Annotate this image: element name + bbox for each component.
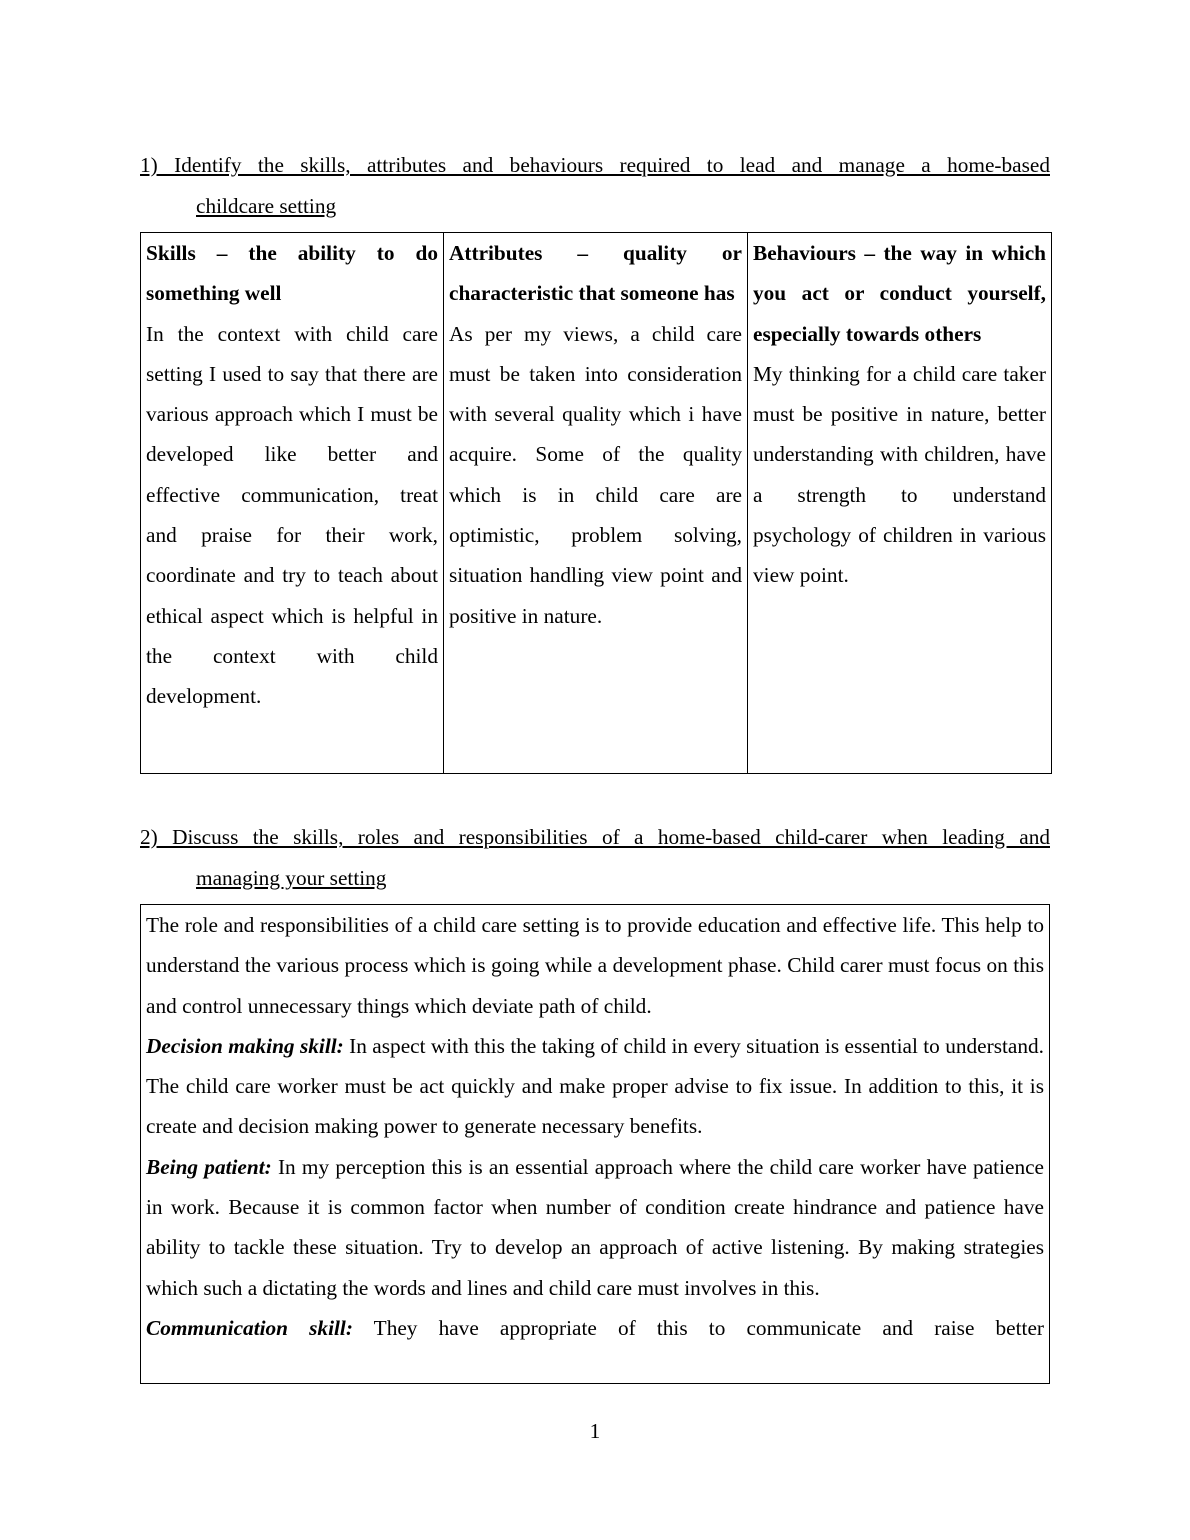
section2-heading-line2: managing your setting — [196, 865, 387, 890]
attributes-body: As per my views, a child care must be taken into consideration with several quality which i have acquire. Some of the quality which is in child care are optimistic, problem solving, situation handling view point and positive in nature. — [449, 321, 742, 628]
skills-body: In the context with child care setting I used to say that there are various approach which I must be developed like better and effective communication, treat and praise for their work, coordinate and try to teach about ethical aspect which is helpful in the context with child development. — [146, 321, 438, 709]
attributes-cell — [444, 233, 748, 774]
section2-answer-box — [140, 904, 1050, 1384]
skills-cell — [141, 233, 444, 774]
section1-heading-line2: childcare setting — [196, 193, 337, 218]
decision-making-label: Decision making skill: — [146, 1033, 344, 1058]
being-patient-paragraph — [146, 1147, 1044, 1308]
section1-heading — [140, 145, 1050, 226]
page-number: 1 — [589, 1419, 601, 1443]
table-row — [141, 233, 1052, 774]
communication-label: Communication skill: — [146, 1315, 353, 1340]
communication-text: They have appropriate of this to communicate and raise better — [352, 1315, 1045, 1340]
behaviours-body: My thinking for a child care taker must be positive in nature, better understanding with children, have a strength to understand psychology of children in various view point. — [753, 361, 1046, 588]
decision-making-paragraph — [146, 1026, 1044, 1147]
section2-heading-line1: 2) Discuss the skills, roles and responsibilities of a home-based child-carer when leading and — [140, 825, 1050, 849]
section1-heading-line1: 1) Identify the skills, attributes and behaviours required to lead and manage a home-based — [140, 153, 1050, 177]
attributes-title: Attributes – quality or characteristic that someone has — [449, 241, 742, 306]
behaviours-title: Behaviours – the way in which you act or conduct yourself, especially towards others — [753, 241, 1046, 346]
skills-title: Skills – the ability to do something well — [146, 241, 438, 306]
decision-making-text: In aspect with this the taking of child in every situation is essential to understand. The child care worker must be act quickly and make proper advise to fix issue. In addition to this, it is create and decision making power to generate necessary benefits. — [146, 1033, 1045, 1139]
skills-attributes-behaviours-table — [140, 232, 1052, 774]
being-patient-text: In my perception this is an essential approach where the child care worker have patience in work. Because it is common factor when number of condition create hindrance and patience have ability to tackle these situation. Try to develop an approach of active listening. By making strategies which such a dictating the words and lines and child care must involves in this. — [146, 1154, 1044, 1300]
intro-paragraph: The role and responsibilities of a child care setting is to provide education and effective life. This help to understand the various process which is going while a development phase. Child carer must focus on this and control unnecessary things which deviate path of child. — [146, 913, 1044, 1018]
section2-heading — [140, 817, 1050, 898]
being-patient-label: Being patient: — [146, 1154, 272, 1179]
behaviours-cell — [748, 233, 1052, 774]
communication-paragraph — [146, 1308, 1044, 1348]
